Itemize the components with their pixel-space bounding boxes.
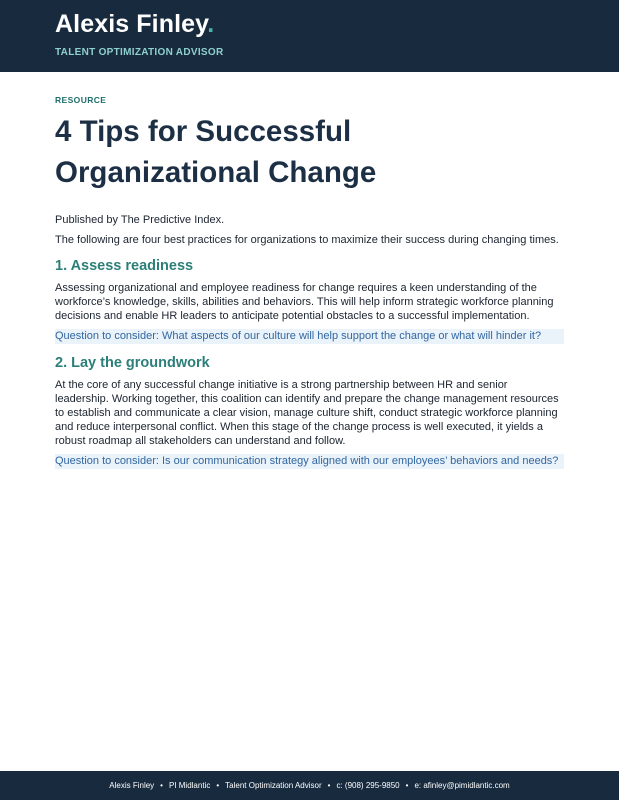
document-title-line-2: Organizational Change bbox=[55, 156, 377, 189]
footer-company: PI Midlantic bbox=[168, 781, 211, 790]
document-body bbox=[55, 95, 564, 469]
resource-label: RESOURCE bbox=[55, 95, 107, 105]
section-heading-assess-readiness: 1. Assess readiness bbox=[55, 258, 194, 274]
footer-phone[interactable]: c: (908) 295-9850 bbox=[336, 781, 400, 790]
footer-name: Alexis Finley bbox=[109, 781, 155, 790]
published-by: Published by The Predictive Index. bbox=[55, 214, 225, 226]
header-name-text: Alexis Finley bbox=[55, 10, 208, 38]
header-job-title: TALENT OPTIMIZATION ADVISOR bbox=[55, 47, 224, 58]
footer-email[interactable]: e: afinley@pimidlantic.com bbox=[414, 781, 510, 790]
question-callout-assess-readiness: Question to consider: What aspects of our culture will help support the change or what will hinder it? bbox=[55, 329, 564, 344]
footer-separator: • bbox=[405, 781, 409, 790]
page-header bbox=[0, 0, 619, 72]
section-body-lay-groundwork: At the core of any successful change initiative is a strong partnership between HR and senior leadership. Working together, this coalition can identify and prepare the change management resources to establish and communicate a clear vision, manage culture shift, conduct strategic workforce planning and reduce interpersonal conflict. When this stage of the change process is well executed, it yields a robust roadmap all stakeholders can understand and follow. bbox=[55, 379, 559, 447]
footer-role: Talent Optimization Advisor bbox=[225, 781, 322, 790]
document-title-line-1: 4 Tips for Successful bbox=[55, 115, 352, 148]
section-body-assess-readiness: Assessing organizational and employee readiness for change requires a keen understanding of the workforce’s knowledge, skills, abilities and behaviors. This will help inform strategic workforce planning decisions and enable HR leaders to anticipate potential obstacles to a successful implementation. bbox=[55, 282, 554, 322]
header-name bbox=[55, 10, 214, 39]
page-footer bbox=[0, 771, 619, 800]
intro-paragraph: The following are four best practices for organizations to maximize their success during changing times. bbox=[55, 234, 559, 246]
question-callout-lay-groundwork: Question to consider: Is our communication strategy aligned with our employees’ behaviors and needs? bbox=[55, 454, 564, 469]
document-title bbox=[55, 111, 564, 193]
header-name-dot: . bbox=[207, 10, 215, 38]
footer-separator: • bbox=[216, 781, 220, 790]
section-heading-lay-groundwork: 2. Lay the groundwork bbox=[55, 355, 210, 371]
footer-separator: • bbox=[327, 781, 331, 790]
footer-separator: • bbox=[160, 781, 163, 790]
